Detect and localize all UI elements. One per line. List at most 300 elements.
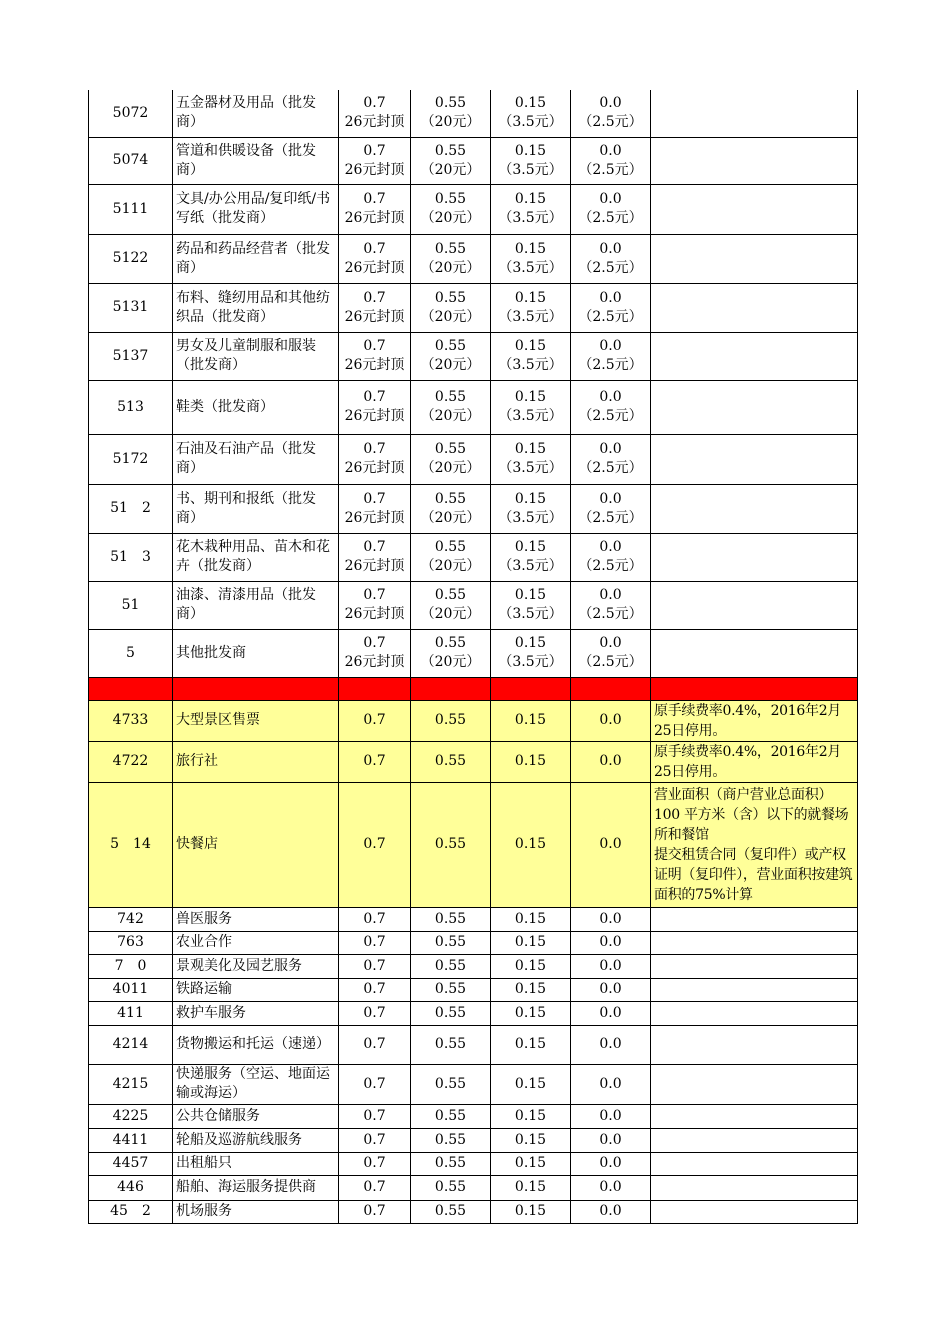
rate-cell-4 xyxy=(571,283,651,332)
merchant-code-cell xyxy=(89,1200,173,1223)
merchant-code-cell xyxy=(89,137,173,184)
merchant-code-cell-text: 5111 xyxy=(112,200,149,217)
table-row xyxy=(89,137,858,184)
merchant-category-cell xyxy=(173,629,339,677)
merchant-code-cell xyxy=(89,782,173,907)
rate-cell-1 xyxy=(339,1001,411,1025)
rate-cell-1-text: 0.7 xyxy=(363,1179,386,1195)
merchant-code-cell-text: 5122 xyxy=(112,250,149,266)
rate-cell-2-text: （20元） xyxy=(420,114,481,131)
rate-cell-2 xyxy=(411,332,491,380)
merchant-code-cell-text: 51 xyxy=(121,596,140,613)
merchant-category-cell xyxy=(173,1128,339,1152)
merchant-code-cell-text: 5074 xyxy=(112,152,149,168)
merchant-code-cell xyxy=(89,380,173,434)
rate-cell-1 xyxy=(339,1104,411,1128)
remark-cell xyxy=(651,978,858,1001)
merchant-category-cell xyxy=(173,90,339,137)
table-row xyxy=(89,954,858,978)
merchant-code-cell xyxy=(89,1128,173,1152)
rate-cell-2-text: 0.55 xyxy=(434,1075,467,1092)
table-row xyxy=(89,1064,858,1104)
rate-cell-1-text: 26元封顶 xyxy=(344,408,405,424)
table-row xyxy=(89,1175,858,1200)
rate-cell-1 xyxy=(339,1175,411,1200)
rate-cell-1-text: 0.7 xyxy=(363,934,386,950)
rate-cell-1-text: 26元封顶 xyxy=(344,259,405,276)
rate-cell-4 xyxy=(571,332,651,380)
merchant-code-cell-text: 446 xyxy=(117,1179,144,1195)
merchant-category-cell-text: 五金器材及用品（批发商） xyxy=(176,95,316,131)
rate-cell-2 xyxy=(411,700,491,741)
rate-cell-2-text: 0.55 xyxy=(434,441,467,457)
rate-cell-1 xyxy=(339,434,411,484)
rate-cell-3-text: 0.15 xyxy=(514,1036,547,1052)
remark-cell xyxy=(651,954,858,978)
merchant-category-cell xyxy=(173,1152,339,1175)
rate-cell-3-text: 0.15 xyxy=(514,1179,547,1195)
rate-cell-1-text: 26元封顶 xyxy=(344,606,405,622)
remark-cell xyxy=(651,484,858,533)
merchant-category-cell xyxy=(173,1175,339,1200)
rate-cell-2 xyxy=(411,380,491,434)
rate-cell-1-text: 0.7 xyxy=(363,441,386,457)
merchant-category-cell xyxy=(173,1025,339,1064)
rate-cell-1-text: 26元封顶 xyxy=(344,460,405,476)
table-row xyxy=(89,533,858,581)
merchant-category-cell-text: 公共仓储服务 xyxy=(176,1107,260,1124)
table-row xyxy=(89,434,858,484)
merchant-category-cell-text: 快递服务（空运、地面运输或海运） xyxy=(176,1066,330,1101)
rate-cell-3-text: 0.15 xyxy=(514,191,547,207)
table-row xyxy=(89,234,858,283)
merchant-code-cell-text: 7 0 xyxy=(114,957,147,974)
rate-cell-1-text: 0.7 xyxy=(363,910,386,927)
rate-cell-3-text: 0.15 xyxy=(514,635,547,651)
rate-cell-4 xyxy=(571,90,651,137)
rate-cell-4 xyxy=(571,1152,651,1175)
remark-cell-text: 营业面积（商户营业总面积）100 平方米（含）以下的就餐场所和餐馆 提交租赁合同（复印件）或产权证明（复印件），营业面积按建筑面积的75%计算 xyxy=(654,786,853,903)
rate-cell-1 xyxy=(339,629,411,677)
merchant-category-cell-text: 救护车服务 xyxy=(176,1004,246,1021)
merchant-category-cell-text: 货物搬运和托运（速递） xyxy=(176,1036,330,1052)
rate-cell-2 xyxy=(411,234,491,283)
rate-cell-1-text: 0.7 xyxy=(363,539,386,555)
rate-cell-2-text: 0.55 xyxy=(434,240,467,257)
rate-cell-2 xyxy=(411,1175,491,1200)
table-row xyxy=(89,1104,858,1128)
rate-cell-2-text: （20元） xyxy=(420,259,481,276)
rate-cell-2-text: 0.55 xyxy=(434,338,467,354)
rate-cell-3 xyxy=(491,332,571,380)
merchant-code-cell xyxy=(89,741,173,782)
merchant-category-cell xyxy=(173,332,339,380)
rate-cell-3-text: 0.15 xyxy=(514,910,547,927)
rate-cell-2-text: 0.55 xyxy=(434,95,467,112)
rate-cell-1 xyxy=(339,380,411,434)
rate-cell-3 xyxy=(491,1025,571,1064)
rate-cell-1 xyxy=(339,1128,411,1152)
rate-cell-2-text: 0.55 xyxy=(434,1155,467,1171)
rate-cell-2 xyxy=(411,782,491,907)
rate-cell-3-text: 0.15 xyxy=(514,240,547,257)
rate-cell-3-text: 0.15 xyxy=(514,289,547,306)
merchant-code-cell xyxy=(89,184,173,234)
remark-cell xyxy=(651,380,858,434)
merchant-code-cell-text: 5137 xyxy=(112,347,149,364)
remark-cell xyxy=(651,533,858,581)
rate-cell-2-text: 0.55 xyxy=(434,1179,467,1195)
rate-cell-3-text: 0.15 xyxy=(514,1155,547,1171)
rate-cell-3 xyxy=(491,533,571,581)
rate-cell-3 xyxy=(491,1200,571,1223)
rate-cell-4-text: 0.0 xyxy=(599,587,622,603)
rate-cell-1 xyxy=(339,283,411,332)
rate-cell-4-text: 0.0 xyxy=(599,1155,622,1171)
rate-cell-1-text: 0.7 xyxy=(363,753,386,769)
rate-cell-2 xyxy=(411,1025,491,1064)
rate-cell-2 xyxy=(411,533,491,581)
rate-cell-1 xyxy=(339,234,411,283)
remark-cell xyxy=(651,283,858,332)
rate-cell-4 xyxy=(571,629,651,677)
rate-cell-2-text: 0.55 xyxy=(434,957,467,974)
rate-cell-4-text: 0.0 xyxy=(599,836,622,852)
rate-cell-1-text: 0.7 xyxy=(363,836,386,852)
rate-cell-2-text: 0.55 xyxy=(434,587,467,603)
rate-cell-3-text: （3.5元） xyxy=(498,259,563,276)
merchant-category-cell-text: 其他批发商 xyxy=(176,644,246,661)
merchant-category-cell xyxy=(173,533,339,581)
rate-cell-4-text: 0.0 xyxy=(599,1131,622,1148)
rate-cell-3-text: 0.15 xyxy=(514,1203,547,1219)
rate-cell-1 xyxy=(339,581,411,629)
rate-cell-4-text: 0.0 xyxy=(599,1004,622,1021)
merchant-code-cell xyxy=(89,1104,173,1128)
rate-cell-4 xyxy=(571,1175,651,1200)
rate-cell-1-text: 0.7 xyxy=(363,389,386,405)
rate-cell-4-text: 0.0 xyxy=(599,1179,622,1195)
rate-cell-3 xyxy=(491,1001,571,1025)
merchant-category-cell xyxy=(173,380,339,434)
rate-cell-1 xyxy=(339,954,411,978)
rate-cell-2-text: （20元） xyxy=(420,460,481,476)
rate-cell-3 xyxy=(491,1152,571,1175)
rate-cell-2-text: （20元） xyxy=(420,408,481,424)
merchant-code-cell-text: 5172 xyxy=(112,450,149,467)
fee-rate-table xyxy=(88,90,857,1224)
merchant-code-cell xyxy=(89,484,173,533)
merchant-category-cell xyxy=(173,931,339,954)
rate-cell-1-text: 0.7 xyxy=(363,338,386,354)
table-row xyxy=(89,1025,858,1064)
rate-cell-1 xyxy=(339,782,411,907)
rate-cell-2 xyxy=(411,931,491,954)
rate-cell-3-text: （3.5元） xyxy=(498,308,563,325)
rate-cell-2 xyxy=(411,1001,491,1025)
remark-cell xyxy=(651,234,858,283)
rate-cell-3-text: 0.15 xyxy=(514,441,547,457)
merchant-code-cell-text: 51 3 xyxy=(110,548,151,565)
rate-cell-1-text: 26元封顶 xyxy=(344,654,405,670)
merchant-code-cell xyxy=(89,581,173,629)
remark-cell xyxy=(651,1200,858,1223)
rate-cell-3 xyxy=(491,907,571,931)
merchant-category-cell-text: 农业合作 xyxy=(176,934,232,950)
merchant-code-cell xyxy=(89,954,173,978)
rate-cell-3-text: 0.15 xyxy=(514,338,547,354)
rate-cell-2-text: 0.55 xyxy=(434,712,467,728)
merchant-code-cell xyxy=(89,629,173,677)
rate-cell-1-text: 0.7 xyxy=(363,289,386,306)
rate-cell-4-text: （2.5元） xyxy=(578,408,643,424)
rate-cell-3 xyxy=(491,677,571,700)
rate-cell-4 xyxy=(571,434,651,484)
rate-cell-4-text: （2.5元） xyxy=(578,654,643,670)
merchant-code-cell-text: 4411 xyxy=(112,1131,149,1148)
merchant-code-cell xyxy=(89,1064,173,1104)
rate-cell-3-text: 0.15 xyxy=(514,587,547,603)
rate-cell-4-text: 0.0 xyxy=(599,389,622,405)
rate-cell-4 xyxy=(571,1025,651,1064)
table-body xyxy=(89,90,858,1223)
merchant-category-cell-text: 机场服务 xyxy=(176,1203,232,1219)
rate-cell-1-text: 0.7 xyxy=(363,981,386,997)
rate-cell-4 xyxy=(571,1001,651,1025)
rate-cell-3 xyxy=(491,184,571,234)
remark-cell xyxy=(651,1104,858,1128)
rate-cell-3-text: （3.5元） xyxy=(498,509,563,526)
rate-cell-2 xyxy=(411,954,491,978)
rate-cell-2 xyxy=(411,90,491,137)
merchant-code-cell-text: 763 xyxy=(117,934,144,950)
rate-cell-4-text: （2.5元） xyxy=(578,210,643,226)
merchant-category-cell-text: 出租船只 xyxy=(176,1155,232,1171)
rate-cell-3 xyxy=(491,629,571,677)
remark-cell xyxy=(651,782,858,907)
rate-cell-4-text: 0.0 xyxy=(599,142,622,159)
rate-cell-3-text: （3.5元） xyxy=(498,606,563,622)
table-row xyxy=(89,581,858,629)
rate-cell-2-text: 0.55 xyxy=(434,191,467,207)
table-row xyxy=(89,184,858,234)
rate-cell-4 xyxy=(571,954,651,978)
merchant-code-cell xyxy=(89,1175,173,1200)
merchant-category-cell-text: 船舶、海运服务提供商 xyxy=(176,1179,316,1195)
rate-cell-1 xyxy=(339,931,411,954)
merchant-category-cell xyxy=(173,283,339,332)
rate-cell-1-text: 26元封顶 xyxy=(344,114,405,131)
rate-cell-4-text: 0.0 xyxy=(599,191,622,207)
merchant-code-cell xyxy=(89,931,173,954)
rate-cell-4 xyxy=(571,1200,651,1223)
rate-cell-1-text: 0.7 xyxy=(363,1004,386,1021)
remark-cell xyxy=(651,700,858,741)
rate-cell-2-text: 0.55 xyxy=(434,1131,467,1148)
rate-cell-2-text: 0.55 xyxy=(434,1107,467,1124)
remark-cell xyxy=(651,741,858,782)
table-row xyxy=(89,1152,858,1175)
rate-cell-2-text: 0.55 xyxy=(434,289,467,306)
rate-cell-1-text: 0.7 xyxy=(363,191,386,207)
merchant-code-cell xyxy=(89,1025,173,1064)
merchant-category-cell xyxy=(173,484,339,533)
rate-cell-3 xyxy=(491,283,571,332)
merchant-code-cell-text: 742 xyxy=(117,910,144,927)
rate-cell-2 xyxy=(411,434,491,484)
merchant-code-cell xyxy=(89,700,173,741)
merchant-category-cell-text: 花木栽种用品、苗木和花卉（批发商） xyxy=(176,539,330,574)
table-row xyxy=(89,741,858,782)
rate-cell-3 xyxy=(491,1175,571,1200)
remark-cell xyxy=(651,677,858,700)
table-row xyxy=(89,782,858,907)
rate-cell-3 xyxy=(491,954,571,978)
table-row xyxy=(89,1128,858,1152)
merchant-category-cell-text: 药品和药品经营者（批发商） xyxy=(176,240,330,276)
rate-cell-2 xyxy=(411,629,491,677)
rate-cell-2-text: 0.55 xyxy=(434,910,467,927)
merchant-category-cell-text: 鞋类（批发商） xyxy=(176,398,274,415)
merchant-code-cell xyxy=(89,978,173,1001)
merchant-code-cell xyxy=(89,90,173,137)
rate-cell-2 xyxy=(411,581,491,629)
table-row xyxy=(89,629,858,677)
merchant-category-cell xyxy=(173,434,339,484)
rate-cell-3 xyxy=(491,978,571,1001)
table-row xyxy=(89,380,858,434)
merchant-category-cell xyxy=(173,1104,339,1128)
merchant-category-cell-text: 兽医服务 xyxy=(176,910,232,927)
rate-cell-4-text: 0.0 xyxy=(599,1075,622,1092)
rate-cell-4-text: （2.5元） xyxy=(578,606,643,622)
rate-cell-1-text: 26元封顶 xyxy=(344,161,405,178)
merchant-code-cell xyxy=(89,283,173,332)
rate-cell-1-text: 0.7 xyxy=(363,957,386,974)
merchant-category-cell-text: 旅行社 xyxy=(176,753,218,769)
rate-cell-2-text: 0.55 xyxy=(434,981,467,997)
merchant-category-cell xyxy=(173,234,339,283)
merchant-category-cell-text: 石油及石油产品（批发商） xyxy=(176,441,316,476)
table-row xyxy=(89,90,858,137)
table-row xyxy=(89,907,858,931)
table-row xyxy=(89,978,858,1001)
merchant-category-cell-text: 布料、缝纫用品和其他纺织品（批发商） xyxy=(176,289,330,325)
rate-cell-3-text: （3.5元） xyxy=(498,460,563,476)
rate-cell-3-text: 0.15 xyxy=(514,753,547,769)
rate-cell-4 xyxy=(571,184,651,234)
merchant-category-cell-text: 铁路运输 xyxy=(176,981,232,997)
merchant-code-cell xyxy=(89,533,173,581)
remark-cell xyxy=(651,1064,858,1104)
rate-cell-4 xyxy=(571,1064,651,1104)
rate-cell-4 xyxy=(571,741,651,782)
rate-cell-4-text: 0.0 xyxy=(599,753,622,769)
merchant-code-cell xyxy=(89,907,173,931)
rate-cell-1-text: 26元封顶 xyxy=(344,308,405,325)
rate-cell-1-text: 26元封顶 xyxy=(344,509,405,526)
merchant-category-cell xyxy=(173,1001,339,1025)
merchant-code-cell-text: 4011 xyxy=(112,981,149,997)
rate-cell-4 xyxy=(571,782,651,907)
rate-cell-3-text: 0.15 xyxy=(514,712,547,728)
rate-cell-1-text: 0.7 xyxy=(363,142,386,159)
rate-cell-3 xyxy=(491,137,571,184)
rate-cell-2-text: （20元） xyxy=(420,357,481,373)
rate-cell-4-text: 0.0 xyxy=(599,934,622,950)
rate-cell-3 xyxy=(491,90,571,137)
rate-cell-4-text: 0.0 xyxy=(599,441,622,457)
rate-cell-4-text: （2.5元） xyxy=(578,357,643,373)
rate-cell-2-text: 0.55 xyxy=(434,1004,467,1021)
rate-cell-2-text: 0.55 xyxy=(434,490,467,507)
merchant-category-cell-text: 文具/办公用品/复印纸/书写纸（批发商） xyxy=(176,191,331,226)
remark-cell xyxy=(651,629,858,677)
rate-cell-1 xyxy=(339,184,411,234)
rate-cell-3-text: 0.15 xyxy=(514,389,547,405)
merchant-category-cell-text: 景观美化及园艺服务 xyxy=(176,957,302,974)
rate-cell-3-text: （3.5元） xyxy=(498,408,563,424)
remark-cell-text: 原手续费率0.4%，2016年2月25日停用。 xyxy=(654,702,842,739)
rate-cell-1 xyxy=(339,1200,411,1223)
rate-cell-4 xyxy=(571,1104,651,1128)
merchant-code-cell xyxy=(89,1152,173,1175)
rate-cell-4-text: （2.5元） xyxy=(578,114,643,131)
merchant-category-cell-text: 油漆、清漆用品（批发商） xyxy=(176,587,316,622)
merchant-category-cell xyxy=(173,581,339,629)
merchant-category-cell xyxy=(173,782,339,907)
remark-cell xyxy=(651,434,858,484)
merchant-code-cell-text: 45 2 xyxy=(110,1203,151,1219)
rate-cell-4-text: 0.0 xyxy=(599,910,622,927)
rate-cell-2 xyxy=(411,1128,491,1152)
rate-cell-1 xyxy=(339,1152,411,1175)
merchant-category-cell xyxy=(173,954,339,978)
rate-cell-3-text: 0.15 xyxy=(514,1107,547,1124)
rate-cell-3 xyxy=(491,234,571,283)
rate-cell-3-text: 0.15 xyxy=(514,1131,547,1148)
merchant-category-cell xyxy=(173,1200,339,1223)
rate-cell-3-text: 0.15 xyxy=(514,1004,547,1021)
merchant-code-cell xyxy=(89,434,173,484)
merchant-code-cell-text: 4225 xyxy=(112,1107,149,1124)
merchant-category-cell xyxy=(173,677,339,700)
remark-cell xyxy=(651,931,858,954)
rate-cell-1-text: 0.7 xyxy=(363,587,386,603)
rate-cell-4-text: 0.0 xyxy=(599,635,622,651)
rate-cell-3 xyxy=(491,1064,571,1104)
rate-cell-2-text: （20元） xyxy=(420,210,481,226)
rate-cell-4-text: 0.0 xyxy=(599,1203,622,1219)
table-row xyxy=(89,1001,858,1025)
table-row xyxy=(89,931,858,954)
rate-cell-2 xyxy=(411,907,491,931)
rate-cell-3 xyxy=(491,581,571,629)
rate-cell-2 xyxy=(411,484,491,533)
rate-cell-2-text: 0.55 xyxy=(434,934,467,950)
rate-cell-4-text: （2.5元） xyxy=(578,509,643,526)
rate-cell-2-text: 0.55 xyxy=(434,142,467,159)
rate-cell-4 xyxy=(571,1128,651,1152)
remark-cell xyxy=(651,1152,858,1175)
rate-cell-4-text: 0.0 xyxy=(599,957,622,974)
rate-cell-2-text: （20元） xyxy=(420,161,481,178)
rate-cell-1 xyxy=(339,907,411,931)
rate-cell-2-text: （20元） xyxy=(420,509,481,526)
rate-cell-4 xyxy=(571,581,651,629)
rate-cell-4 xyxy=(571,533,651,581)
rate-cell-4-text: 0.0 xyxy=(599,490,622,507)
